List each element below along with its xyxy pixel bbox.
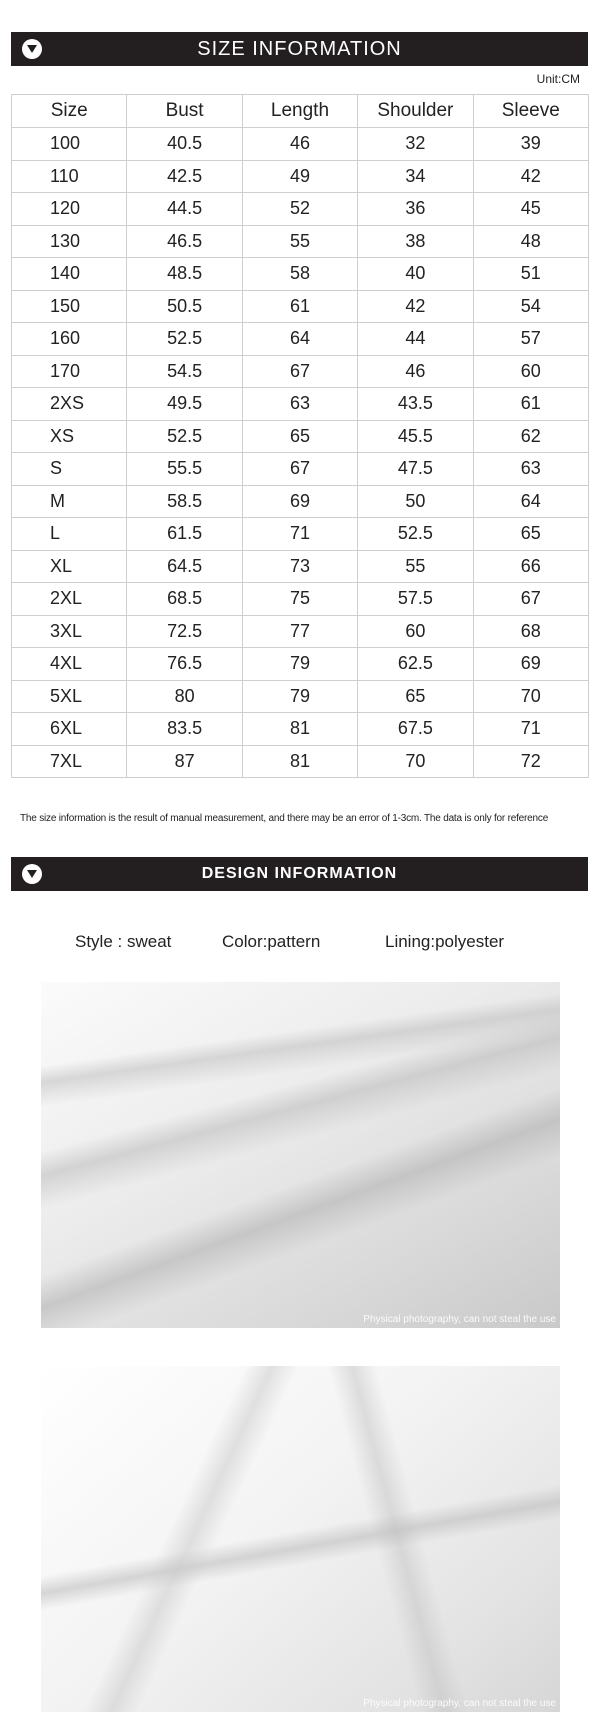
design-information-title: DESIGN INFORMATION xyxy=(201,865,398,882)
cell-length: 81 xyxy=(242,713,357,746)
cell-sleeve: 54 xyxy=(473,290,588,323)
cell-bust: 49.5 xyxy=(127,388,242,421)
cell-bust: 68.5 xyxy=(127,583,242,616)
cell-sleeve: 67 xyxy=(473,583,588,616)
cell-sleeve: 68 xyxy=(473,615,588,648)
header-sleeve: Sleeve xyxy=(473,95,588,128)
cell-shoulder: 65 xyxy=(358,680,473,713)
cell-bust: 52.5 xyxy=(127,323,242,356)
photo-watermark: Physical photography, can not steal the use xyxy=(363,1698,556,1709)
cell-bust: 46.5 xyxy=(127,225,242,258)
cell-size: 2XL xyxy=(12,583,127,616)
cell-shoulder: 62.5 xyxy=(358,648,473,681)
cell-shoulder: 67.5 xyxy=(358,713,473,746)
cell-bust: 55.5 xyxy=(127,453,242,486)
cell-sleeve: 63 xyxy=(473,453,588,486)
size-information-bar xyxy=(11,32,588,66)
cell-shoulder: 52.5 xyxy=(358,518,473,551)
table-row xyxy=(12,128,589,161)
cell-length: 65 xyxy=(242,420,357,453)
cell-length: 52 xyxy=(242,193,357,226)
fabric-photo-1 xyxy=(41,982,560,1328)
cell-size: 3XL xyxy=(12,615,127,648)
cell-sleeve: 66 xyxy=(473,550,588,583)
cell-size: 4XL xyxy=(12,648,127,681)
cell-shoulder: 60 xyxy=(358,615,473,648)
cell-bust: 42.5 xyxy=(127,160,242,193)
chevron-down-circle-icon xyxy=(22,864,42,884)
cell-shoulder: 50 xyxy=(358,485,473,518)
cell-length: 55 xyxy=(242,225,357,258)
measurement-note: The size information is the result of manual measurement, and there may be an error of 1-3cm. The data is only for reference xyxy=(20,813,549,824)
spec-style: Style : sweat xyxy=(75,932,172,951)
cell-shoulder: 46 xyxy=(358,355,473,388)
cell-sleeve: 72 xyxy=(473,745,588,778)
table-row xyxy=(12,160,589,193)
cell-length: 71 xyxy=(242,518,357,551)
design-information-bar xyxy=(11,857,588,891)
table-row xyxy=(12,323,589,356)
unit-label: Unit:CM xyxy=(536,72,580,86)
cell-shoulder: 44 xyxy=(358,323,473,356)
cell-size: 6XL xyxy=(12,713,127,746)
cell-shoulder: 38 xyxy=(358,225,473,258)
table-row xyxy=(12,453,589,486)
cell-sleeve: 57 xyxy=(473,323,588,356)
cell-length: 67 xyxy=(242,453,357,486)
table-row xyxy=(12,193,589,226)
spec-lining: Lining:polyester xyxy=(385,932,505,951)
cell-length: 81 xyxy=(242,745,357,778)
table-row xyxy=(12,388,589,421)
size-information-title: SIZE INFORMATION xyxy=(197,37,402,60)
cell-size: 7XL xyxy=(12,745,127,778)
cell-shoulder: 36 xyxy=(358,193,473,226)
cell-bust: 44.5 xyxy=(127,193,242,226)
cell-length: 58 xyxy=(242,258,357,291)
cell-size: 160 xyxy=(12,323,127,356)
cell-bust: 76.5 xyxy=(127,648,242,681)
cell-shoulder: 42 xyxy=(358,290,473,323)
cell-size: 110 xyxy=(12,160,127,193)
cell-sleeve: 64 xyxy=(473,485,588,518)
cell-size: 130 xyxy=(12,225,127,258)
cell-bust: 72.5 xyxy=(127,615,242,648)
cell-bust: 40.5 xyxy=(127,128,242,161)
table-row xyxy=(12,713,589,746)
cell-shoulder: 47.5 xyxy=(358,453,473,486)
cell-sleeve: 60 xyxy=(473,355,588,388)
cell-sleeve: 70 xyxy=(473,680,588,713)
cell-length: 67 xyxy=(242,355,357,388)
cell-shoulder: 55 xyxy=(358,550,473,583)
cell-length: 46 xyxy=(242,128,357,161)
cell-shoulder: 32 xyxy=(358,128,473,161)
spec-color: Color:pattern xyxy=(222,932,321,951)
cell-sleeve: 39 xyxy=(473,128,588,161)
table-row xyxy=(12,355,589,388)
cell-length: 77 xyxy=(242,615,357,648)
cell-size: L xyxy=(12,518,127,551)
header-bust: Bust xyxy=(127,95,242,128)
fabric-photo-2 xyxy=(41,1366,560,1712)
table-row xyxy=(12,485,589,518)
header-size: Size xyxy=(12,95,127,128)
cell-shoulder: 34 xyxy=(358,160,473,193)
cell-size: S xyxy=(12,453,127,486)
cell-bust: 58.5 xyxy=(127,485,242,518)
cell-bust: 87 xyxy=(127,745,242,778)
cell-shoulder: 70 xyxy=(358,745,473,778)
cell-size: XS xyxy=(12,420,127,453)
cell-length: 73 xyxy=(242,550,357,583)
cell-bust: 52.5 xyxy=(127,420,242,453)
cell-sleeve: 65 xyxy=(473,518,588,551)
cell-length: 69 xyxy=(242,485,357,518)
cell-length: 63 xyxy=(242,388,357,421)
cell-size: 120 xyxy=(12,193,127,226)
photo-watermark: Physical photography, can not steal the use xyxy=(363,1314,556,1325)
cell-bust: 61.5 xyxy=(127,518,242,551)
cell-sleeve: 42 xyxy=(473,160,588,193)
cell-length: 75 xyxy=(242,583,357,616)
chevron-down-circle-icon xyxy=(22,39,42,59)
cell-bust: 50.5 xyxy=(127,290,242,323)
table-row xyxy=(12,583,589,616)
cell-bust: 83.5 xyxy=(127,713,242,746)
cell-size: 5XL xyxy=(12,680,127,713)
table-row xyxy=(12,290,589,323)
cell-size: 140 xyxy=(12,258,127,291)
cell-sleeve: 51 xyxy=(473,258,588,291)
cell-length: 49 xyxy=(242,160,357,193)
cell-length: 64 xyxy=(242,323,357,356)
cell-sleeve: 71 xyxy=(473,713,588,746)
cell-length: 61 xyxy=(242,290,357,323)
table-row xyxy=(12,550,589,583)
cell-sleeve: 62 xyxy=(473,420,588,453)
cell-shoulder: 45.5 xyxy=(358,420,473,453)
table-row xyxy=(12,615,589,648)
cell-size: M xyxy=(12,485,127,518)
cell-sleeve: 45 xyxy=(473,193,588,226)
cell-shoulder: 43.5 xyxy=(358,388,473,421)
size-table xyxy=(11,94,589,778)
table-row xyxy=(12,680,589,713)
cell-size: 100 xyxy=(12,128,127,161)
cell-bust: 80 xyxy=(127,680,242,713)
cell-size: 150 xyxy=(12,290,127,323)
table-row xyxy=(12,225,589,258)
cell-bust: 64.5 xyxy=(127,550,242,583)
cell-length: 79 xyxy=(242,648,357,681)
size-table-header-row xyxy=(12,95,589,128)
cell-bust: 54.5 xyxy=(127,355,242,388)
table-row xyxy=(12,745,589,778)
cell-shoulder: 40 xyxy=(358,258,473,291)
cell-size: 170 xyxy=(12,355,127,388)
table-row xyxy=(12,648,589,681)
cell-sleeve: 61 xyxy=(473,388,588,421)
header-shoulder: Shoulder xyxy=(358,95,473,128)
table-row xyxy=(12,258,589,291)
cell-shoulder: 57.5 xyxy=(358,583,473,616)
cell-bust: 48.5 xyxy=(127,258,242,291)
table-row xyxy=(12,518,589,551)
header-length: Length xyxy=(242,95,357,128)
cell-sleeve: 69 xyxy=(473,648,588,681)
table-row xyxy=(12,420,589,453)
cell-size: 2XS xyxy=(12,388,127,421)
cell-sleeve: 48 xyxy=(473,225,588,258)
cell-length: 79 xyxy=(242,680,357,713)
cell-size: XL xyxy=(12,550,127,583)
